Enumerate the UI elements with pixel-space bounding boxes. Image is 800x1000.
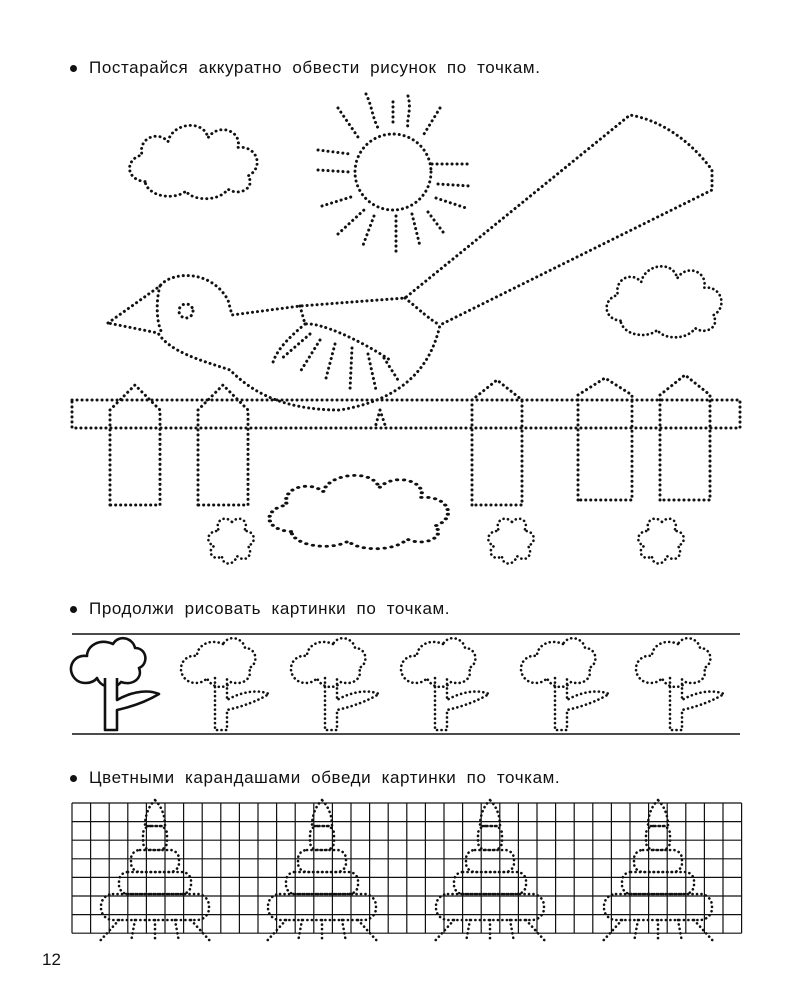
dotted-flower-3 — [401, 638, 489, 730]
page-number: 12 — [42, 950, 61, 969]
dotted-flower-1 — [181, 638, 269, 730]
dotted-flower-5 — [636, 638, 724, 730]
dotted-flower-2 — [291, 638, 379, 730]
cloud-right — [607, 266, 722, 337]
small-flower-right — [638, 519, 684, 564]
bush-icon — [269, 475, 448, 548]
instruction-trace-text: Постарайся аккуратно обвести рисунок по точкам. — [89, 58, 541, 77]
square-grid — [72, 803, 742, 933]
instruction-colored-text: Цветными карандашами обведи картинки по точкам. — [89, 768, 561, 787]
sun-icon — [318, 94, 470, 254]
small-flower-left — [208, 519, 254, 564]
bird-icon — [108, 115, 712, 410]
fence — [72, 375, 740, 505]
dotted-flower-4 — [521, 638, 609, 730]
instruction-continue-text: Продолжи рисовать картинки по точкам. — [89, 599, 451, 618]
small-flower-middle — [488, 519, 534, 564]
cloud-left — [130, 125, 258, 198]
solid-flower-sample — [71, 638, 159, 730]
